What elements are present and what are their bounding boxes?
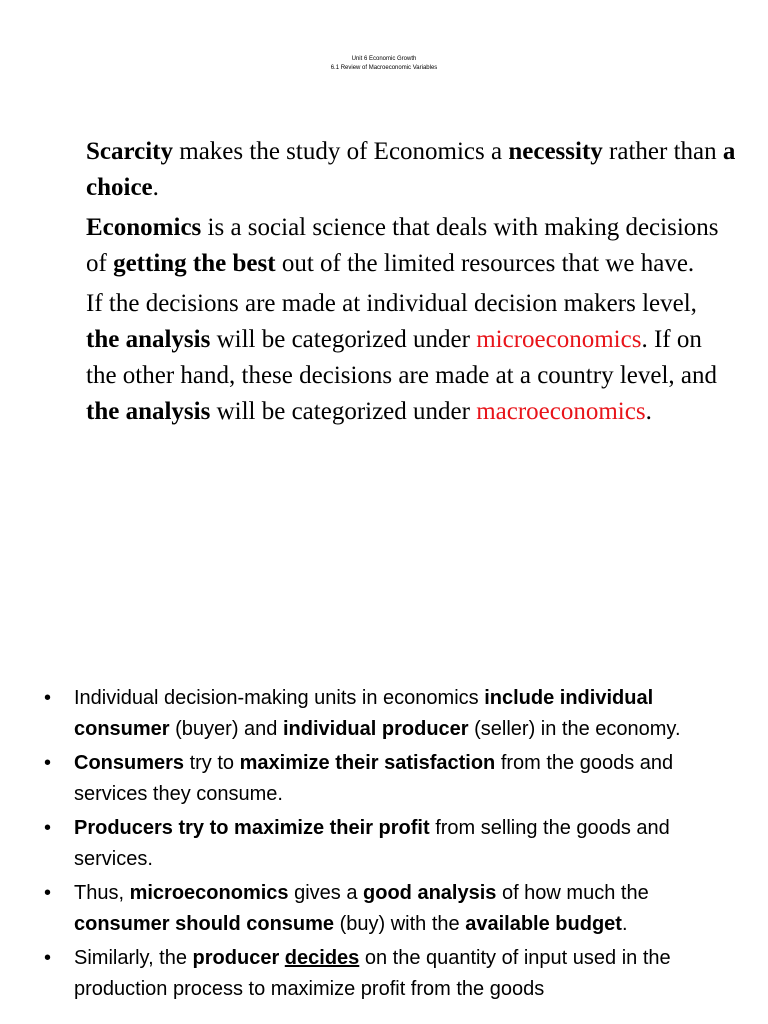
text-run: (seller) in the economy.: [468, 717, 681, 740]
term-producer: producer: [192, 947, 280, 969]
term-individual-producer: individual producer: [282, 717, 469, 740]
term-available-budget: available budget: [465, 912, 622, 935]
bullet-marker: •: [44, 752, 52, 774]
term-producers-maximize-profit: Producers try to maximize their profit: [74, 817, 430, 839]
text-run: (buy) with the: [334, 912, 466, 935]
header-unit-title: Unit 6 Economic Growth: [351, 56, 417, 62]
list-item-decision-units: [44, 683, 734, 744]
term-good-analysis: good analysis: [363, 882, 497, 904]
text-run: will be categorized under: [210, 398, 477, 425]
list-item-microeconomics-analysis: [44, 878, 734, 939]
text-run: makes the study of Economics a: [173, 138, 509, 165]
text-run: .: [152, 174, 159, 201]
text-run: Thus,: [74, 882, 130, 904]
text-run: .: [645, 398, 652, 425]
economics-definition-paragraph: [86, 210, 736, 282]
intro-text-block: [86, 134, 736, 434]
bullet-marker: •: [44, 882, 52, 904]
bullet-marker: •: [44, 947, 52, 969]
header-section-title: 6.1 Review of Macroeconomic Variables: [330, 65, 438, 71]
text-run: (buyer) and: [169, 717, 283, 740]
term-macroeconomics: macroeconomics: [476, 398, 646, 425]
term-scarcity: Scarcity: [86, 138, 174, 165]
term-microeconomics: microeconomics: [476, 326, 642, 353]
list-item-producers: [44, 813, 734, 874]
text-run: from the goods and services they consume.: [74, 752, 674, 805]
page-header: [0, 55, 768, 73]
text-run: is a social science that deals with making decisions of: [86, 214, 719, 277]
term-maximize-satisfaction: maximize their satisfaction: [239, 752, 496, 774]
bullet-marker: •: [44, 687, 52, 709]
term-the-analysis: the analysis: [86, 326, 211, 353]
term-include-individual-consumer: include individual consumer: [74, 687, 654, 740]
term-microeconomics-bold: microeconomics: [129, 882, 289, 904]
term-a-choice: a choice: [86, 138, 736, 201]
term-the-analysis-2: the analysis: [86, 398, 211, 425]
text-run: If the decisions are made at individual decision makers level,: [86, 290, 697, 317]
term-consumer-should-consume: consumer should consume: [74, 912, 335, 935]
text-run: gives a: [288, 882, 364, 904]
term-getting-the-best: getting the best: [113, 250, 276, 277]
term-consumers: Consumers: [74, 752, 185, 774]
text-run: on the quantity of input used in the production process to maximize profit from the goods: [74, 947, 671, 1000]
text-run: .: [621, 912, 628, 935]
bullet-list: [44, 683, 734, 1008]
text-run: will be categorized under: [210, 326, 477, 353]
text-run: . If on the other hand, these decisions are made at a country level, and: [86, 326, 718, 389]
text-run: Similarly, the: [74, 947, 193, 969]
term-economics: Economics: [86, 214, 202, 241]
text-run: out of the limited resources that we have.: [275, 250, 695, 277]
bullet-marker: •: [44, 817, 52, 839]
term-necessity: necessity: [508, 138, 603, 165]
text-run: Individual decision-making units in economics: [74, 687, 485, 709]
text-run: from selling the goods and services.: [74, 817, 670, 870]
micro-macro-paragraph: [86, 286, 736, 430]
scarcity-paragraph: [86, 134, 736, 206]
list-item-consumers: [44, 748, 734, 809]
text-run: try to: [184, 752, 240, 774]
term-decides: decides: [284, 947, 360, 969]
text-run: rather than: [602, 138, 723, 165]
text-run: of how much the: [496, 882, 649, 904]
list-item-producer-decides: [44, 943, 734, 1004]
